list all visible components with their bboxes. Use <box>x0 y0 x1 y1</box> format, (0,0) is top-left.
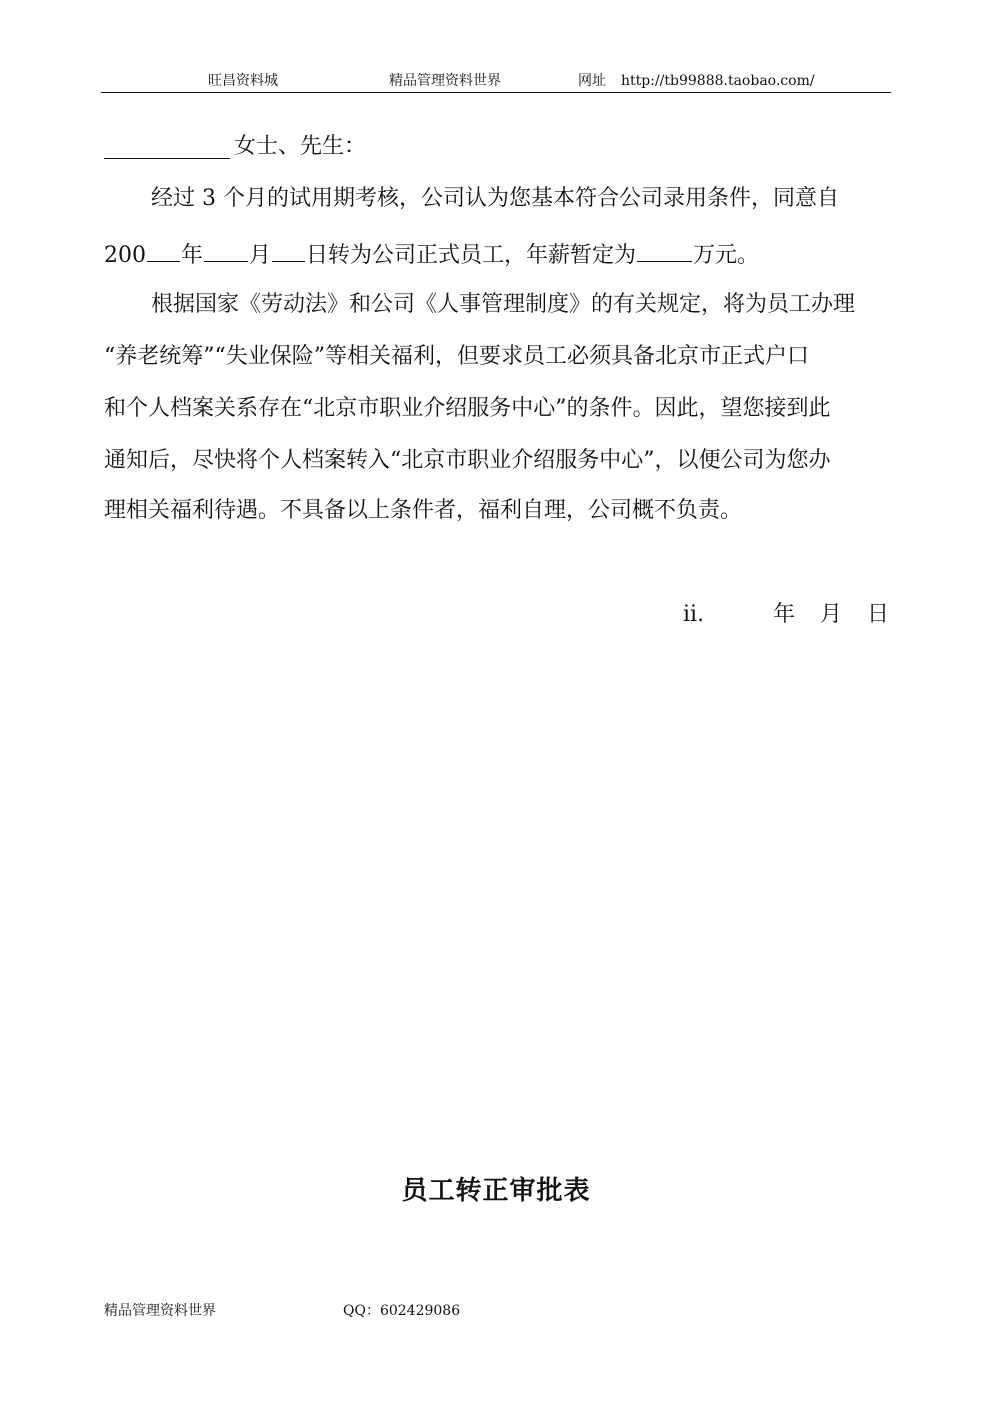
section-title: 员工转正审批表 <box>401 1176 591 1206</box>
footer-qq: QQ：602429086 <box>343 1303 461 1319</box>
header-divider <box>101 92 891 93</box>
paragraph-1-line-1: 经过 3 个月的试用期考核，公司认为您基本符合公司录用条件，同意自 <box>151 186 839 211</box>
salary-unit: 万元。 <box>693 243 760 268</box>
signature-prefix: ii. <box>683 602 705 627</box>
header-url[interactable]: http://tb99888.taobao.com/ <box>621 73 815 89</box>
year-blank <box>147 239 180 262</box>
month-label: 月 <box>249 243 272 268</box>
paragraph-2-line-1: 根据国家《劳动法》和公司《人事管理制度》的有关规定，将为员工办理 <box>151 292 856 317</box>
salutation: 女士、先生： <box>234 134 367 159</box>
header-center-text: 精品管理资料世界 <box>389 73 501 89</box>
salary-blank <box>637 239 692 262</box>
paragraph-2-line-4: 通知后，尽快将个人档案转入“北京市职业介绍服务中心”，以便公司为您办 <box>104 448 831 473</box>
header-url-label: 网址 <box>578 73 606 89</box>
header-left-text: 旺昌资料城 <box>208 73 278 89</box>
paragraph-1-line-2 <box>104 239 759 270</box>
signature-month-label: 月 <box>820 602 843 627</box>
year-prefix: 200 <box>104 243 146 268</box>
signature-year-label: 年 <box>773 602 796 627</box>
signature-day-label: 日 <box>867 602 890 627</box>
paragraph-2-line-3: 和个人档案关系存在“北京市职业介绍服务中心”的条件。因此，望您接到此 <box>104 396 831 421</box>
month-blank <box>204 239 248 262</box>
year-label: 年 <box>181 243 204 268</box>
day-blank <box>272 239 305 262</box>
day-and-salary-text: 日转为公司正式员工，年薪暂定为 <box>306 243 637 268</box>
paragraph-2-line-2: “养老统筹”“失业保险”等相关福利，但要求员工必须具备北京市正式户口 <box>104 344 809 369</box>
paragraph-2-line-5: 理相关福利待遇。不具备以上条件者，福利自理，公司概不负责。 <box>104 498 743 523</box>
footer-left-text: 精品管理资料世界 <box>104 1303 216 1319</box>
name-blank-line <box>104 158 230 159</box>
